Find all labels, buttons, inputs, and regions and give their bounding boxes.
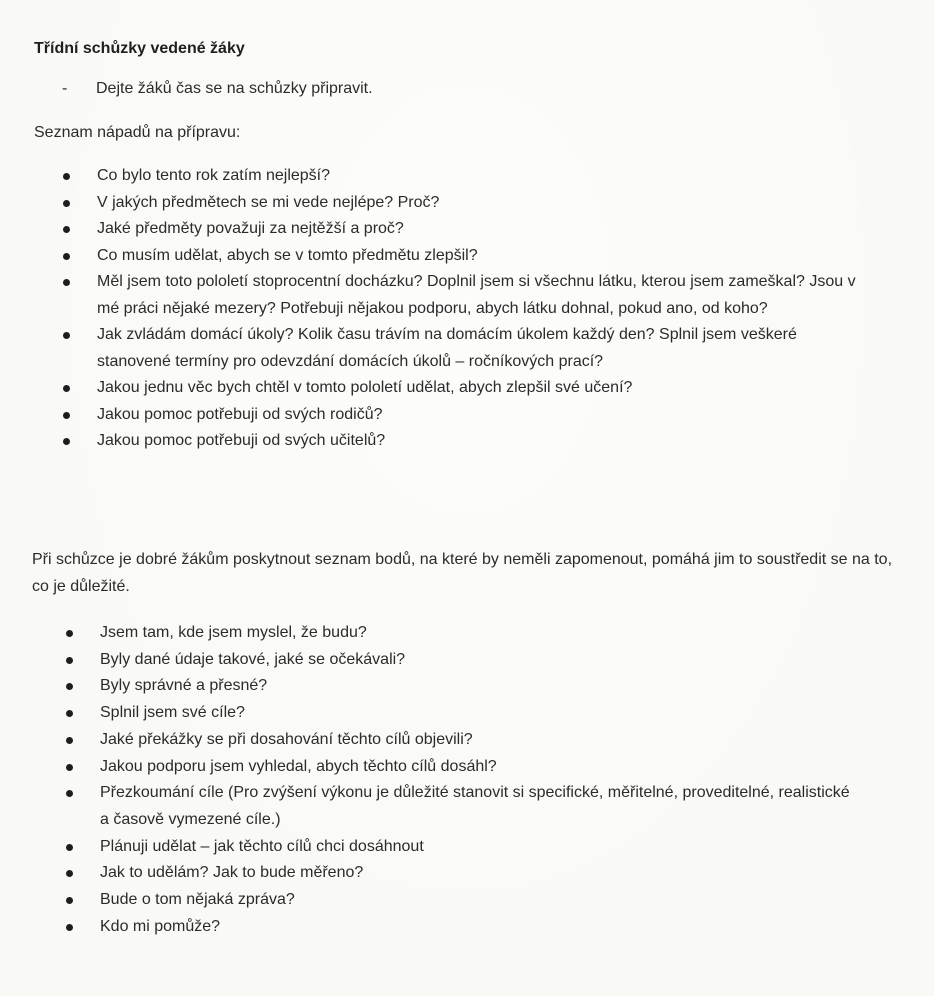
- list-item-text: Plánuji udělat – jak těchto cílů chci dosáhnout: [100, 837, 424, 855]
- list-item: [66, 860, 856, 887]
- bullet-icon: [63, 332, 70, 339]
- bullet-icon: [63, 385, 70, 392]
- bullet-icon: [63, 200, 70, 207]
- list-item-text: Jaké překážky se při dosahování těchto cílů objevili?: [100, 730, 473, 748]
- bullet-icon: [63, 253, 70, 260]
- bullet-icon: [63, 438, 70, 445]
- list-item: [66, 754, 856, 781]
- list-item: [66, 673, 856, 700]
- list-item: [66, 620, 856, 647]
- dash-list-item: [62, 80, 373, 98]
- list-item-text: Bude o tom nějaká zpráva?: [100, 891, 295, 909]
- bullet-icon: [66, 870, 73, 877]
- list-item: [63, 428, 863, 455]
- list-item-text: Jaké předměty považuji za nejtěžší a proč?: [97, 220, 404, 237]
- bullet-icon: [66, 790, 73, 797]
- list-item-text: Byly dané údaje takové, jaké se očekávali?: [100, 650, 406, 668]
- bullet-icon: [66, 710, 73, 717]
- list-item: [66, 914, 856, 941]
- list-item: [63, 322, 863, 375]
- list-item: [66, 727, 856, 754]
- list-item-text: Jak zvládám domácí úkoly? Kolik času trávím na domácím úkolem každý den? Splnil jsem veškeré stanovené termíny pro odevzdání domácích úkolů – ročníkových prací?: [97, 326, 797, 370]
- list-item: [66, 647, 856, 674]
- dash-marker: -: [62, 80, 68, 97]
- list-item-text: Měl jsem toto pololetí stoprocentní docházku? Doplnil jsem si všechnu látku, kterou jsem zameškal? Jsou v mé práci nějaké mezery? Potřebuji nějakou podporu, abych látku dohnal, pokud ano, od koho?: [97, 273, 856, 317]
- list-item: [66, 887, 856, 914]
- list-item: [63, 375, 863, 402]
- list-item: [63, 243, 863, 270]
- bullet-icon: [66, 924, 73, 931]
- document-title: Třídní schůzky vedené žáky: [34, 40, 245, 57]
- list-item: [63, 269, 863, 322]
- bullet-icon: [66, 657, 73, 664]
- bullet-icon: [63, 412, 70, 419]
- prep-ideas-list: [63, 163, 863, 455]
- list-item-text: Přezkoumání cíle (Pro zvýšení výkonu je důležité stanovit si specifické, měřitelné, proveditelné, realistické a časově vymezené cíle.): [100, 784, 850, 828]
- list-item: [63, 402, 863, 429]
- bullet-icon: [63, 226, 70, 233]
- bullet-icon: [66, 683, 73, 690]
- list-item: [63, 190, 863, 217]
- list-item-text: Co musím udělat, abych se v tomto předmětu zlepšil?: [97, 246, 478, 264]
- list-item-text: Splnil jsem své cíle?: [100, 704, 245, 722]
- bullet-icon: [63, 173, 70, 180]
- bullet-icon: [66, 737, 73, 744]
- list-item-text: Jsem tam, kde jsem myslel, že budu?: [100, 624, 367, 641]
- dash-item-text: Dejte žáků čas se na schůzky připravit.: [96, 80, 373, 97]
- list-item-text: Jakou pomoc potřebuji od svých rodičů?: [97, 405, 383, 423]
- list-item-text: Jakou jednu věc bych chtěl v tomto pololetí udělat, abych zlepšil své učení?: [97, 379, 633, 396]
- meeting-checklist: [66, 620, 856, 940]
- meeting-paragraph: Při schůzce je dobré žákům poskytnout seznam bodů, na které by neměli zapomenout, pomáhá jim to soustředit se na to, co je důležité.: [32, 551, 893, 595]
- list-item-text: Jakou pomoc potřebuji od svých učitelů?: [97, 432, 386, 449]
- list-item: [66, 834, 856, 861]
- list-item-text: Byly správné a přesné?: [100, 677, 268, 695]
- bullet-icon: [66, 844, 73, 851]
- list-item-text: Jakou podporu jsem vyhledal, abych těchto cílů dosáhl?: [100, 757, 497, 775]
- list-item-text: V jakých předmětech se mi vede nejlépe? Proč?: [97, 193, 440, 211]
- list-item: [66, 780, 856, 833]
- bullet-icon: [63, 279, 70, 286]
- bullet-icon: [66, 897, 73, 904]
- list-item-text: Co bylo tento rok zatím nejlepší?: [97, 167, 331, 184]
- bullet-icon: [66, 764, 73, 771]
- list-item: [63, 163, 863, 190]
- list-item-text: Jak to udělám? Jak to bude měřeno?: [100, 864, 364, 882]
- bullet-icon: [66, 630, 73, 637]
- prep-list-intro: Seznam nápadů na přípravu:: [34, 124, 241, 141]
- list-item: [63, 216, 863, 243]
- list-item-text: Kdo mi pomůže?: [100, 917, 221, 935]
- list-item: [66, 700, 856, 727]
